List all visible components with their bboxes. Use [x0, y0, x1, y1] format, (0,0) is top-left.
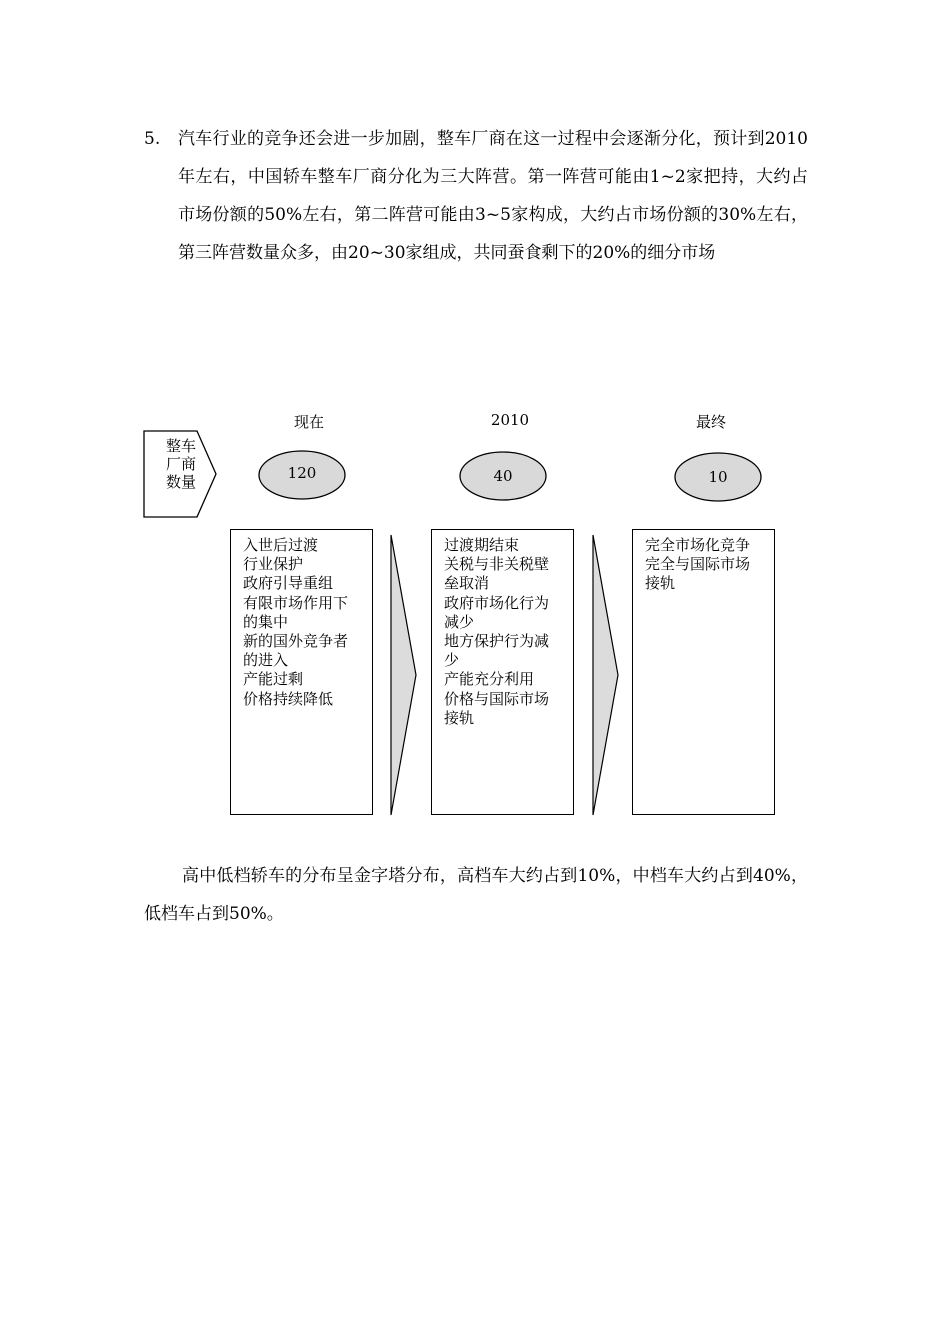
stage-line: 政府市场化行为	[444, 593, 550, 612]
stage-line: 行业保护	[243, 555, 304, 574]
count-value-2010: 40	[493, 467, 513, 485]
list-number: 5.	[144, 129, 161, 149]
stage-line: 完全市场化竞争	[645, 536, 751, 554]
stage-line: 垒取消	[444, 574, 490, 593]
stage-box-now	[230, 529, 373, 815]
stage-line: 政府引导重组	[243, 574, 334, 593]
stage-box-final	[632, 529, 775, 815]
transition-arrow-1	[391, 535, 416, 815]
stage-line: 有限市场作用下	[243, 593, 349, 612]
stage-line: 接轨	[444, 708, 475, 727]
stage-line: 新的国外竞争者	[243, 632, 349, 651]
stage-line: 产能过剩	[243, 670, 304, 689]
stage-line: 入世后过渡	[243, 536, 319, 554]
stage-line: 关税与非关税壁	[444, 555, 550, 574]
side-label-line: 厂商	[165, 455, 196, 473]
stage-line: 少	[444, 651, 460, 670]
stage-line: 完全与国际市场	[645, 555, 751, 574]
stage-line: 价格与国际市场	[444, 689, 550, 708]
stage-line: 过渡期结束	[444, 536, 520, 554]
stage-label-final: 最终	[695, 413, 726, 431]
count-value-now: 120	[287, 464, 317, 482]
pyramid-paragraph: 高中低档轿车的分布呈金字塔分布，高档车大约占到10%，中档车大约占到40%，低档车占到50%。	[144, 866, 808, 924]
side-label	[152, 437, 210, 491]
side-label-line: 整车	[165, 437, 196, 455]
stage-label-now: 现在	[293, 413, 324, 431]
stage-line: 价格持续降低	[243, 689, 334, 708]
stage-line: 的进入	[243, 651, 289, 670]
stage-line: 接轨	[645, 574, 676, 593]
list-item-text: 汽车行业的竞争还会进一步加剧，整车厂商在这一过程中会逐渐分化，预计到2010年左右，中国轿车整车厂商分化为三大阵营。第一阵营可能由1~2家把持，大约占市场份额的50%左右，第二阵营可能由3~5家构成，大约占市场份额的30%左右，第三阵营数量众多，由20~30家组成，共同蚕食剩下的20%的细分市场	[178, 129, 808, 263]
stage-line: 减少	[444, 612, 475, 631]
stage-box-2010	[431, 529, 574, 815]
count-value-final: 10	[708, 468, 728, 486]
stage-line: 的集中	[243, 612, 289, 631]
stage-label-2010: 2010	[490, 411, 530, 429]
transition-arrow-2	[593, 535, 618, 815]
stage-line: 地方保护行为减	[444, 632, 550, 651]
stage-line: 产能充分利用	[444, 670, 535, 689]
side-label-line: 数量	[165, 473, 196, 491]
